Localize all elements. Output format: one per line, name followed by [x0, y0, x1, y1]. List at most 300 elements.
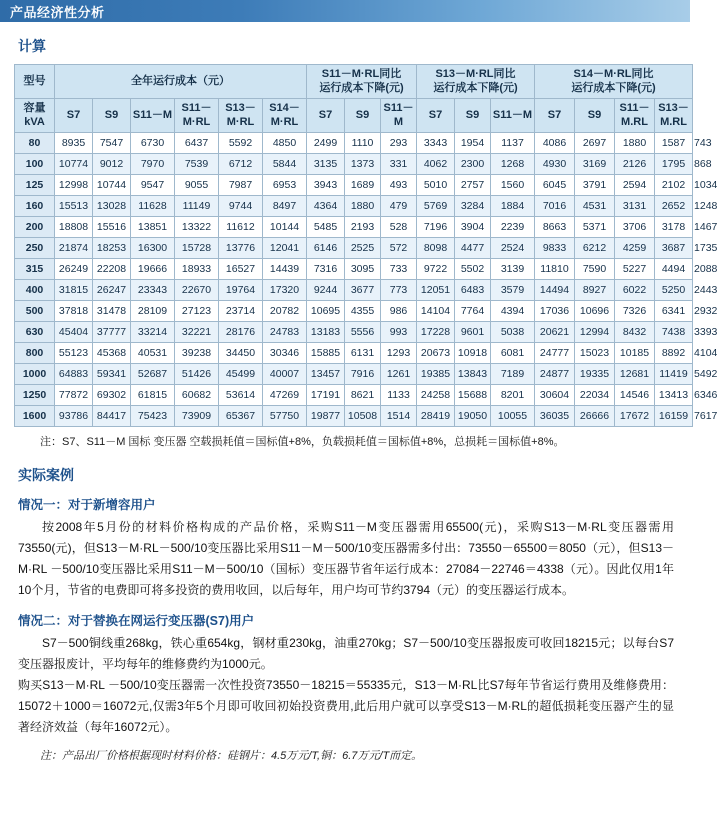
table-row-capacity: 125	[15, 175, 55, 196]
table-cell: 45404	[55, 322, 93, 343]
table-row: 125 12998 10744 9547 9055 7987 6953 3943 1689 493 5010 2757 1560 6045 3791 2594 2102 1034	[15, 175, 693, 196]
table-cell: 28419	[417, 406, 455, 427]
table-cell: 22208	[93, 259, 131, 280]
page-title: 产品经济性分析	[10, 4, 105, 20]
header-col-s13-2: S11－M	[491, 99, 535, 133]
table-cell: 6131	[345, 343, 381, 364]
table-cell: 9012	[93, 154, 131, 175]
table-cell: 1133	[381, 385, 417, 406]
table-cell: 8432	[615, 322, 655, 343]
table-cell: 3943	[307, 175, 345, 196]
table-cell: 47269	[263, 385, 307, 406]
table-cell: 1137	[491, 133, 535, 154]
table-cell: 51426	[175, 364, 219, 385]
table-cell: 28176	[219, 322, 263, 343]
header-col-s13-0: S7	[417, 99, 455, 133]
table-cell: 7539	[175, 154, 219, 175]
table-cell: 9244	[307, 280, 345, 301]
header-col-s14-1: S9	[575, 99, 615, 133]
table-cell: 9744	[219, 196, 263, 217]
table-row-capacity: 630	[15, 322, 55, 343]
table-cell: 34450	[219, 343, 263, 364]
case-one	[0, 495, 690, 601]
table-cell: 7326	[615, 301, 655, 322]
table-cell: 3677	[345, 280, 381, 301]
table-cell: 3095	[345, 259, 381, 280]
table-cell: 1560	[491, 175, 535, 196]
table-row-capacity: 315	[15, 259, 55, 280]
table-cell: 2126	[615, 154, 655, 175]
table-cell: 12051	[417, 280, 455, 301]
table-cell: 19385	[417, 364, 455, 385]
case-two-title: 情况二：对于替换在网运行变压器(S7)用户	[18, 613, 255, 628]
table-cell: 4355	[345, 301, 381, 322]
table-cell: 10696	[575, 301, 615, 322]
table-cell: 8927	[575, 280, 615, 301]
table-cell: 37777	[93, 322, 131, 343]
table-cell: 13183	[307, 322, 345, 343]
table-cell: 3579	[491, 280, 535, 301]
table-cell: 8935	[55, 133, 93, 154]
table-cell: 55123	[55, 343, 93, 364]
table-cell: 10744	[93, 175, 131, 196]
table-cell: 12994	[575, 322, 615, 343]
case-one-paragraph-1: 按2008年5月份的材料价格构成的产品价格，采购S11－M变压器需用65500(元)，采购S13－M·RL变压器需用73550(元)，但S13－M·RL－500/10变压器比采用S11－M－500/10变压器需多付出：73550－65500＝8050（元），但S13－M·RL －500/10变压器比采用S11－M－500/10（国标）变压器节省年运行成本：27084－22746＝4338（元）。因此仅用1年10个月，节省的电费即可将多投资的费用收回，以后每年，用户均可节约3794（元）的变压器运行成本。	[18, 519, 674, 597]
table-cell: 8098	[417, 238, 455, 259]
table-row-capacity: 800	[15, 343, 55, 364]
table-cell: 773	[381, 280, 417, 301]
header-row-columns	[15, 99, 693, 133]
table-cell: 28109	[131, 301, 175, 322]
table-cell: 17672	[615, 406, 655, 427]
table-cell: 5592	[219, 133, 263, 154]
table-cell: 37818	[55, 301, 93, 322]
table-cell: 9055	[175, 175, 219, 196]
table-cell: 2594	[615, 175, 655, 196]
table-cell: 2193	[345, 217, 381, 238]
table-cell: 13776	[219, 238, 263, 259]
table-cell: 11149	[175, 196, 219, 217]
table-cell: 5485	[307, 217, 345, 238]
table-cell: 5227	[615, 259, 655, 280]
table-cell: 24783	[263, 322, 307, 343]
table-cell: 15516	[93, 217, 131, 238]
table-cell: 13322	[175, 217, 219, 238]
table-cell: 1514	[381, 406, 417, 427]
table-cell: 13457	[307, 364, 345, 385]
table-cell: 4364	[307, 196, 345, 217]
table-cell: 1954	[455, 133, 491, 154]
table-row: 400 31815 26247 23343 22670 19764 17320 9244 3677 773 12051 6483 3579 14494 8927 6022 5250 2443	[15, 280, 693, 301]
table-cell: 4930	[535, 154, 575, 175]
table-cell: 10144	[263, 217, 307, 238]
table-cell: 7016	[535, 196, 575, 217]
table-row: 1600 93786 84417 75423 73909 65367 57750 19877 10508 1514 28419 19050 10055 36035 26666 17672 16159 7617	[15, 406, 693, 427]
table-cell: 61815	[131, 385, 175, 406]
header-col-s11-1: S9	[345, 99, 381, 133]
table-cell: 24877	[535, 364, 575, 385]
table-cell: 23343	[131, 280, 175, 301]
table-cell: 15023	[575, 343, 615, 364]
table-cell: 18933	[175, 259, 219, 280]
table-cell: 69302	[93, 385, 131, 406]
table-cell: 45368	[93, 343, 131, 364]
table-row: 1000 64883 59341 52687 51426 45499 40007 13457 7916 1261 19385 13843 7189 24877 19335 12681 11419 5492	[15, 364, 693, 385]
table-cell: 12041	[263, 238, 307, 259]
table-cell: 7970	[131, 154, 175, 175]
table-cell: 7987	[219, 175, 263, 196]
table-row: 80 8935 7547 6730 6437 5592 4850 2499 1110 293 3343 1954 1137 4086 2697 1880 1587 743	[15, 133, 693, 154]
table-cell: 7916	[345, 364, 381, 385]
table-cell: 13843	[455, 364, 491, 385]
table-cell: 7764	[455, 301, 491, 322]
table-cell: 4086	[535, 133, 575, 154]
table-cell: 52687	[131, 364, 175, 385]
table-cell: 1884	[491, 196, 535, 217]
header-capacity-label: 容量	[23, 101, 46, 114]
header-group-all-year: 全年运行成本（元）	[55, 65, 307, 99]
table-cell: 16300	[131, 238, 175, 259]
table-cell: 24258	[417, 385, 455, 406]
table-cell: 27123	[175, 301, 219, 322]
table-cell: 7196	[417, 217, 455, 238]
table-row: 315 26249 22208 19666 18933 16527 14439 7316 3095 733 9722 5502 3139 11810 7590 5227 4494 2088	[15, 259, 693, 280]
table-cell: 15688	[455, 385, 491, 406]
table-cell: 3284	[455, 196, 491, 217]
cost-table	[14, 64, 717, 427]
table-cell: 19877	[307, 406, 345, 427]
table-cell: 17320	[263, 280, 307, 301]
table-cell: 10695	[307, 301, 345, 322]
table-cell: 3135	[307, 154, 345, 175]
table-cell: 10185	[615, 343, 655, 364]
table-cell: 4531	[575, 196, 615, 217]
table-cell: 3706	[615, 217, 655, 238]
header-group-s11-line2: 运行成本下降(元)	[319, 81, 404, 94]
page-header	[0, 0, 690, 22]
table-row-capacity: 200	[15, 217, 55, 238]
table-cell: 21874	[55, 238, 93, 259]
table-cell: 11419	[655, 364, 693, 385]
table-cell: 14494	[535, 280, 575, 301]
header-group-s13-line1: S13－M·RL同比	[435, 67, 516, 80]
header-row-groups	[15, 65, 693, 99]
table-cell: 17228	[417, 322, 455, 343]
table-cell: 1293	[381, 343, 417, 364]
table-cell: 993	[381, 322, 417, 343]
header-col-s14-3: S13－M.RL	[655, 99, 693, 133]
table-cell: 2239	[491, 217, 535, 238]
table-cell: 479	[381, 196, 417, 217]
header-col-ay-3: S11－M·RL	[175, 99, 219, 133]
table-cell: 7438	[655, 322, 693, 343]
table-cell: 9722	[417, 259, 455, 280]
table-cell: 33214	[131, 322, 175, 343]
case-two-paragraph-1: S7－500铜线重268kg，铁心重654kg，钢材重230kg，油重270kg；S7－500/10变压器报废可收回18215元；以每台S7变压器报废计，平均每年的维修费约为1000元。	[18, 635, 674, 671]
table-row-capacity: 500	[15, 301, 55, 322]
header-group-s14-line1: S14－M·RL同比	[573, 67, 654, 80]
header-group-s11-line1: S11－M·RL同比	[321, 67, 402, 80]
table-cell: 6341	[655, 301, 693, 322]
table-cell: 15885	[307, 343, 345, 364]
table-cell: 26666	[575, 406, 615, 427]
table-cell: 40531	[131, 343, 175, 364]
table-cell: 10774	[55, 154, 93, 175]
table-cell: 65367	[219, 406, 263, 427]
table-cell: 3178	[655, 217, 693, 238]
table-cell: 45499	[219, 364, 263, 385]
table-row-capacity: 1250	[15, 385, 55, 406]
table-cell: 15513	[55, 196, 93, 217]
table-cell: 13413	[655, 385, 693, 406]
table-cell: 16527	[219, 259, 263, 280]
table-cell: 31815	[55, 280, 93, 301]
table-cell: 53614	[219, 385, 263, 406]
table-cell: 40007	[263, 364, 307, 385]
table-cell: 5556	[345, 322, 381, 343]
table-cell: 39238	[175, 343, 219, 364]
table-cell: 8201	[491, 385, 535, 406]
table-cell: 5769	[417, 196, 455, 217]
table-cell: 14439	[263, 259, 307, 280]
table-cell: 64883	[55, 364, 93, 385]
table-cell: 572	[381, 238, 417, 259]
table-cell: 1880	[615, 133, 655, 154]
table-cell: 23714	[219, 301, 263, 322]
table-cell: 16159	[655, 406, 693, 427]
table-cell: 528	[381, 217, 417, 238]
table-cell: 1795	[655, 154, 693, 175]
table-cell: 20673	[417, 343, 455, 364]
header-col-s14-2: S11－M.RL	[615, 99, 655, 133]
table-cell: 19050	[455, 406, 491, 427]
table-cell: 6953	[263, 175, 307, 196]
cost-table-body	[15, 133, 717, 427]
table-cell: 5250	[655, 280, 693, 301]
table-cell: 36035	[535, 406, 575, 427]
header-col-s13-1: S9	[455, 99, 491, 133]
table-cell: 26247	[93, 280, 131, 301]
table-cell: 10055	[491, 406, 535, 427]
header-col-s11-0: S7	[307, 99, 345, 133]
table-cell: 7547	[93, 133, 131, 154]
table-row-capacity: 250	[15, 238, 55, 259]
table-cell: 3131	[615, 196, 655, 217]
table-cell: 9833	[535, 238, 575, 259]
table-row: 200 18808 15516 13851 13322 11612 10144 5485 2193 528 7196 3904 2239 8663 5371 3706 3178 1467	[15, 217, 693, 238]
table-cell: 22034	[575, 385, 615, 406]
header-group-s14-line2: 运行成本下降(元)	[571, 81, 656, 94]
table-cell: 15728	[175, 238, 219, 259]
section-heading-calc: 计算	[18, 38, 46, 54]
table-cell: 59341	[93, 364, 131, 385]
table-cell: 30604	[535, 385, 575, 406]
table-cell: 4494	[655, 259, 693, 280]
table-cell: 57750	[263, 406, 307, 427]
table-cell: 2525	[345, 238, 381, 259]
table-cell: 73909	[175, 406, 219, 427]
table-row: 1250 77872 69302 61815 60682 53614 47269 17191 8621 1133 24258 15688 8201 30604 22034 14546 13413 6346	[15, 385, 693, 406]
table-cell: 3791	[575, 175, 615, 196]
table-cell: 1689	[345, 175, 381, 196]
table-cell: 1373	[345, 154, 381, 175]
cost-table-head	[15, 65, 693, 133]
table-cell: 5371	[575, 217, 615, 238]
table-cell: 7189	[491, 364, 535, 385]
table-cell: 6081	[491, 343, 535, 364]
header-group-s14	[535, 65, 693, 99]
table-row: 100 10774 9012 7970 7539 6712 5844 3135 1373 331 4062 2300 1268 4930 3169 2126 1795 868	[15, 154, 693, 175]
table-cell: 2757	[455, 175, 491, 196]
table-cell: 12998	[55, 175, 93, 196]
table-cell: 3904	[455, 217, 491, 238]
table-cell: 11612	[219, 217, 263, 238]
table-row-capacity: 100	[15, 154, 55, 175]
table-cell: 9547	[131, 175, 175, 196]
table-cell: 10508	[345, 406, 381, 427]
case-two	[0, 611, 690, 738]
table-cell: 17191	[307, 385, 345, 406]
table-row: 800 55123 45368 40531 39238 34450 30346 15885 6131 1293 20673 10918 6081 24777 15023 10185 8892 4104	[15, 343, 693, 364]
page-footnote: 注：产品出厂价格根据现时材料价格：硅钢片：4.5万元/T,铜：6.7万元/T而定。	[40, 749, 423, 762]
table-cell: 2652	[655, 196, 693, 217]
header-col-ay-2: S11－M	[131, 99, 175, 133]
table-cell: 2300	[455, 154, 491, 175]
table-cell: 20782	[263, 301, 307, 322]
header-col-ay-0: S7	[55, 99, 93, 133]
table-cell: 2524	[491, 238, 535, 259]
table-cell: 12681	[615, 364, 655, 385]
header-col-s14-0: S7	[535, 99, 575, 133]
table-cell: 5502	[455, 259, 491, 280]
table-row-capacity: 1000	[15, 364, 55, 385]
table-cell: 19666	[131, 259, 175, 280]
table-cell: 13851	[131, 217, 175, 238]
table-cell: 6045	[535, 175, 575, 196]
table-cell: 3343	[417, 133, 455, 154]
header-col-ay-1: S9	[93, 99, 131, 133]
header-group-s13-line2: 运行成本下降(元)	[433, 81, 518, 94]
table-cell: 493	[381, 175, 417, 196]
table-cell: 60682	[175, 385, 219, 406]
header-model: 型号	[15, 65, 55, 99]
table-cell: 24777	[535, 343, 575, 364]
table-cell: 7590	[575, 259, 615, 280]
section-heading-cases: 实际案例	[18, 466, 74, 483]
table-cell: 5010	[417, 175, 455, 196]
table-row-capacity: 160	[15, 196, 55, 217]
table-row-capacity: 400	[15, 280, 55, 301]
table-cell: 19764	[219, 280, 263, 301]
table-cell: 3687	[655, 238, 693, 259]
table-cell: 75423	[131, 406, 175, 427]
table-cell: 8892	[655, 343, 693, 364]
header-col-ay-5: S14－M·RL	[263, 99, 307, 133]
table-cell: 17036	[535, 301, 575, 322]
table-cell: 4850	[263, 133, 307, 154]
header-capacity	[15, 99, 55, 133]
table-cell: 31478	[93, 301, 131, 322]
table-cell: 14104	[417, 301, 455, 322]
table-row-capacity: 80	[15, 133, 55, 154]
table-cell: 1261	[381, 364, 417, 385]
table-cell: 3139	[491, 259, 535, 280]
table-cell: 5844	[263, 154, 307, 175]
table-cell: 4062	[417, 154, 455, 175]
header-capacity-unit: kVA	[24, 115, 45, 128]
table-cell: 986	[381, 301, 417, 322]
table-cell: 293	[381, 133, 417, 154]
table-cell: 13028	[93, 196, 131, 217]
table-cell: 6212	[575, 238, 615, 259]
table-cell: 77872	[55, 385, 93, 406]
table-cell: 8621	[345, 385, 381, 406]
table-row: 160 15513 13028 11628 11149 9744 8497 4364 1880 479 5769 3284 1884 7016 4531 3131 2652 1248	[15, 196, 693, 217]
table-cell: 4259	[615, 238, 655, 259]
table-cell: 18808	[55, 217, 93, 238]
table-cell: 8663	[535, 217, 575, 238]
table-cell: 11810	[535, 259, 575, 280]
table-cell: 22670	[175, 280, 219, 301]
table-cell: 6730	[131, 133, 175, 154]
table-cell: 2102	[655, 175, 693, 196]
table-cell: 30346	[263, 343, 307, 364]
table-cell: 1268	[491, 154, 535, 175]
table-cell: 19335	[575, 364, 615, 385]
cost-table-wrapper	[14, 64, 717, 427]
table-cell: 6022	[615, 280, 655, 301]
header-group-s11	[307, 65, 417, 99]
table-cell: 84417	[93, 406, 131, 427]
table-cell: 331	[381, 154, 417, 175]
table-cell: 14546	[615, 385, 655, 406]
table-cell: 2499	[307, 133, 345, 154]
table-cell: 10918	[455, 343, 491, 364]
table-cell: 4477	[455, 238, 491, 259]
table-cell: 8497	[263, 196, 307, 217]
table-cell: 20621	[535, 322, 575, 343]
table-cell: 6146	[307, 238, 345, 259]
table-cell: 4394	[491, 301, 535, 322]
table-cell: 32221	[175, 322, 219, 343]
table-row: 500 37818 31478 28109 27123 23714 20782 10695 4355 986 14104 7764 4394 17036 10696 7326 6341 2932	[15, 301, 693, 322]
table-cell: 733	[381, 259, 417, 280]
table-cell: 1587	[655, 133, 693, 154]
table-cell: 11628	[131, 196, 175, 217]
table-cell: 18253	[93, 238, 131, 259]
case-two-paragraph-2: 购买S13－M·RL －500/10变压器需一次性投资73550－18215＝55335元，S13－M·RL比S7每年节省运行费用及维修费用：15072＋1000＝16072元,仅需3年5个月即可收回初始投资费用,此后用户就可以享受S13－M·RL的超低损耗变压器产生的显著经济效益（每年16072元）。	[18, 677, 674, 734]
table-cell: 9601	[455, 322, 491, 343]
table-cell: 7316	[307, 259, 345, 280]
table-row: 630 45404 37777 33214 32221 28176 24783 13183 5556 993 17228 9601 5038 20621 12994 8432 7438 3393	[15, 322, 693, 343]
table-cell: 6437	[175, 133, 219, 154]
table-cell: 5038	[491, 322, 535, 343]
table-cell: 26249	[55, 259, 93, 280]
header-group-s13	[417, 65, 535, 99]
table-row: 250 21874 18253 16300 15728 13776 12041 6146 2525 572 8098 4477 2524 9833 6212 4259 3687 1735	[15, 238, 693, 259]
table-cell: 1110	[345, 133, 381, 154]
table-cell: 1880	[345, 196, 381, 217]
table-cell: 3169	[575, 154, 615, 175]
table-cell: 6483	[455, 280, 491, 301]
table-note: 注：S7、S11－M 国标 变压器 空载损耗值＝国标值+8%，负载损耗值＝国标值+8%，总损耗＝国标值+8%。	[40, 436, 565, 448]
table-cell: 2697	[575, 133, 615, 154]
table-cell: 6712	[219, 154, 263, 175]
header-col-s11-2: S11－M	[381, 99, 417, 133]
case-one-title: 情况一：对于新增容用户	[18, 497, 156, 512]
table-row-capacity: 1600	[15, 406, 55, 427]
header-col-ay-4: S13－M·RL	[219, 99, 263, 133]
